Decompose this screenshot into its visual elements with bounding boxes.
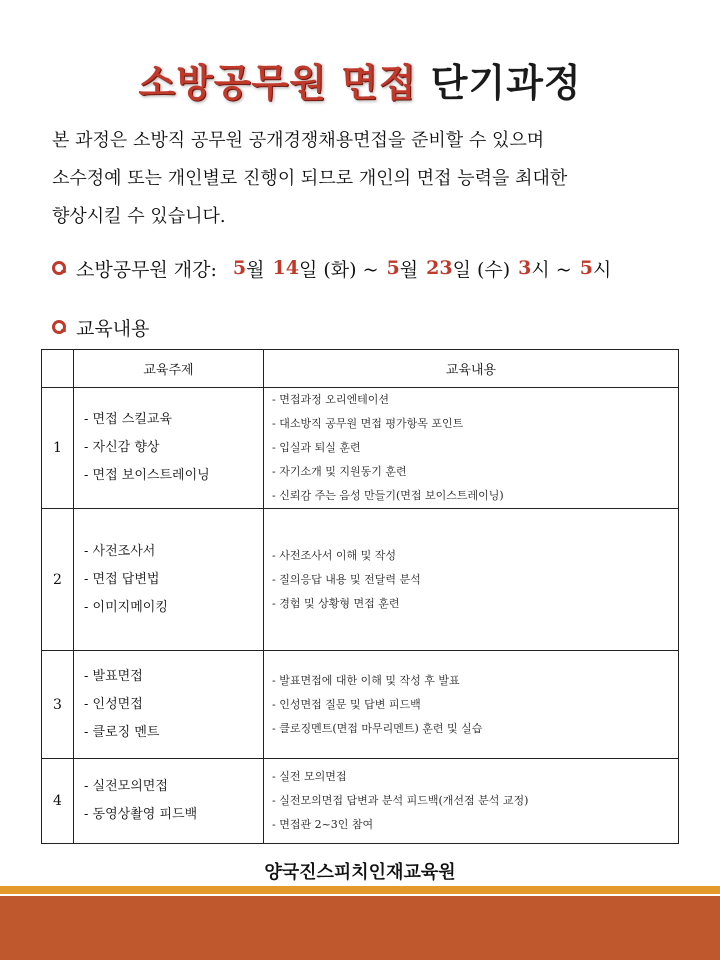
table-row <box>42 651 679 759</box>
content-item: - 면접과정 오리엔테이션 <box>272 393 389 406</box>
bullet-icon <box>52 261 66 275</box>
row-topics <box>74 651 264 759</box>
content-item: - 인성면접 질문 및 답변 피드백 <box>272 697 421 711</box>
row-topics <box>74 509 264 651</box>
schedule-hour-start: 3 <box>518 257 532 279</box>
schedule-unit: 월 <box>246 258 265 281</box>
intro-line: 향상시킬 수 있습니다. <box>52 206 226 227</box>
schedule-day-end: 23 <box>426 257 453 279</box>
content-item: - 질의응답 내용 및 전달력 분석 <box>272 572 421 586</box>
header-cell-content: 교육내용 <box>264 350 679 388</box>
row-number: 1 <box>42 388 74 509</box>
content-item: - 실전 모의면접 <box>272 770 347 783</box>
row-topics <box>74 759 264 844</box>
topic-item: - 실전모의면접 <box>84 779 168 794</box>
content-item: - 클로징멘트(면접 마무리멘트) 훈련 및 실습 <box>272 721 483 735</box>
schedule-hour-end: 5 <box>579 257 593 279</box>
intro-line: 본 과정은 소방직 공무원 공개경쟁채용면접을 준비할 수 있으며 <box>52 130 545 151</box>
topic-item: - 이미지메이킹 <box>84 599 168 615</box>
row-contents <box>264 759 679 844</box>
content-item: - 면접관 2~3인 참여 <box>272 818 374 831</box>
footer-organization: 양국진스피치인재교육원 <box>264 862 456 883</box>
title-accent: 소방공무원 면접 <box>138 61 417 105</box>
row-contents <box>264 388 679 509</box>
topic-item: - 클로징 멘트 <box>84 724 160 740</box>
schedule-unit: 일 (수) <box>452 258 511 281</box>
footer-bar-thick <box>0 896 720 960</box>
footer-bar-thin <box>0 886 720 894</box>
content-item: - 신뢰감 주는 음성 만들기(면접 보이스트레이닝) <box>272 489 504 502</box>
schedule-month-start: 5 <box>232 257 247 279</box>
intro-line: 소수정예 또는 개인별로 진행이 되므로 개인의 면접 능력을 최대한 <box>52 168 568 189</box>
topic-item: - 자신감 향상 <box>84 440 160 455</box>
row-number: 2 <box>42 509 74 651</box>
schedule-month-end: 5 <box>386 257 400 279</box>
content-item: - 경험 및 상황형 면접 훈련 <box>272 596 400 610</box>
curriculum-heading <box>52 312 149 342</box>
row-number: 3 <box>42 651 74 759</box>
topic-item: - 동영상촬영 피드백 <box>84 807 198 822</box>
bullet-icon <box>52 320 66 334</box>
table-row <box>42 509 679 651</box>
table-row <box>42 759 679 844</box>
topic-item: - 인성면접 <box>84 696 143 712</box>
page-title <box>0 52 720 105</box>
schedule-unit: 일 (화) ~ <box>298 258 379 281</box>
content-item: - 발표면접에 대한 이해 및 작성 후 발표 <box>272 673 460 687</box>
table-row <box>42 388 679 509</box>
row-number: 4 <box>42 759 74 844</box>
schedule-label: 소방공무원 개강: <box>76 258 217 281</box>
content-item: - 자기소개 및 지원동기 훈련 <box>272 465 407 478</box>
header-cell-num <box>42 350 74 388</box>
row-topics <box>74 388 264 509</box>
topic-item: - 사전조사서 <box>84 543 156 559</box>
schedule-unit: 시 ~ <box>531 258 572 281</box>
schedule-day-start: 14 <box>272 257 299 279</box>
content-item: - 사전조사서 이해 및 작성 <box>272 548 396 562</box>
content-item: - 입실과 퇴실 훈련 <box>272 441 361 454</box>
topic-item: - 발표면접 <box>84 668 143 684</box>
topic-item: - 면접 스킬교육 <box>84 412 173 427</box>
title-dark: 단기과정 <box>430 61 582 105</box>
schedule-unit: 월 <box>399 258 419 281</box>
schedule-line <box>52 253 611 283</box>
row-contents <box>264 651 679 759</box>
curriculum-table <box>41 349 679 844</box>
content-item: - 대소방직 공무원 면접 평가항목 포인트 <box>272 417 464 430</box>
topic-item: - 면접 답변법 <box>84 571 160 587</box>
row-contents <box>264 509 679 651</box>
table-header-row <box>42 350 679 388</box>
curriculum-heading-label: 교육내용 <box>76 317 150 340</box>
schedule-unit: 시 <box>592 258 612 281</box>
content-item: - 실전모의면접 답변과 분석 피드백(개선점 분석 교정) <box>272 794 529 807</box>
header-cell-topic: 교육주제 <box>74 350 264 388</box>
intro-paragraph <box>52 122 692 236</box>
topic-item: - 면접 보이스트레이닝 <box>84 468 210 483</box>
